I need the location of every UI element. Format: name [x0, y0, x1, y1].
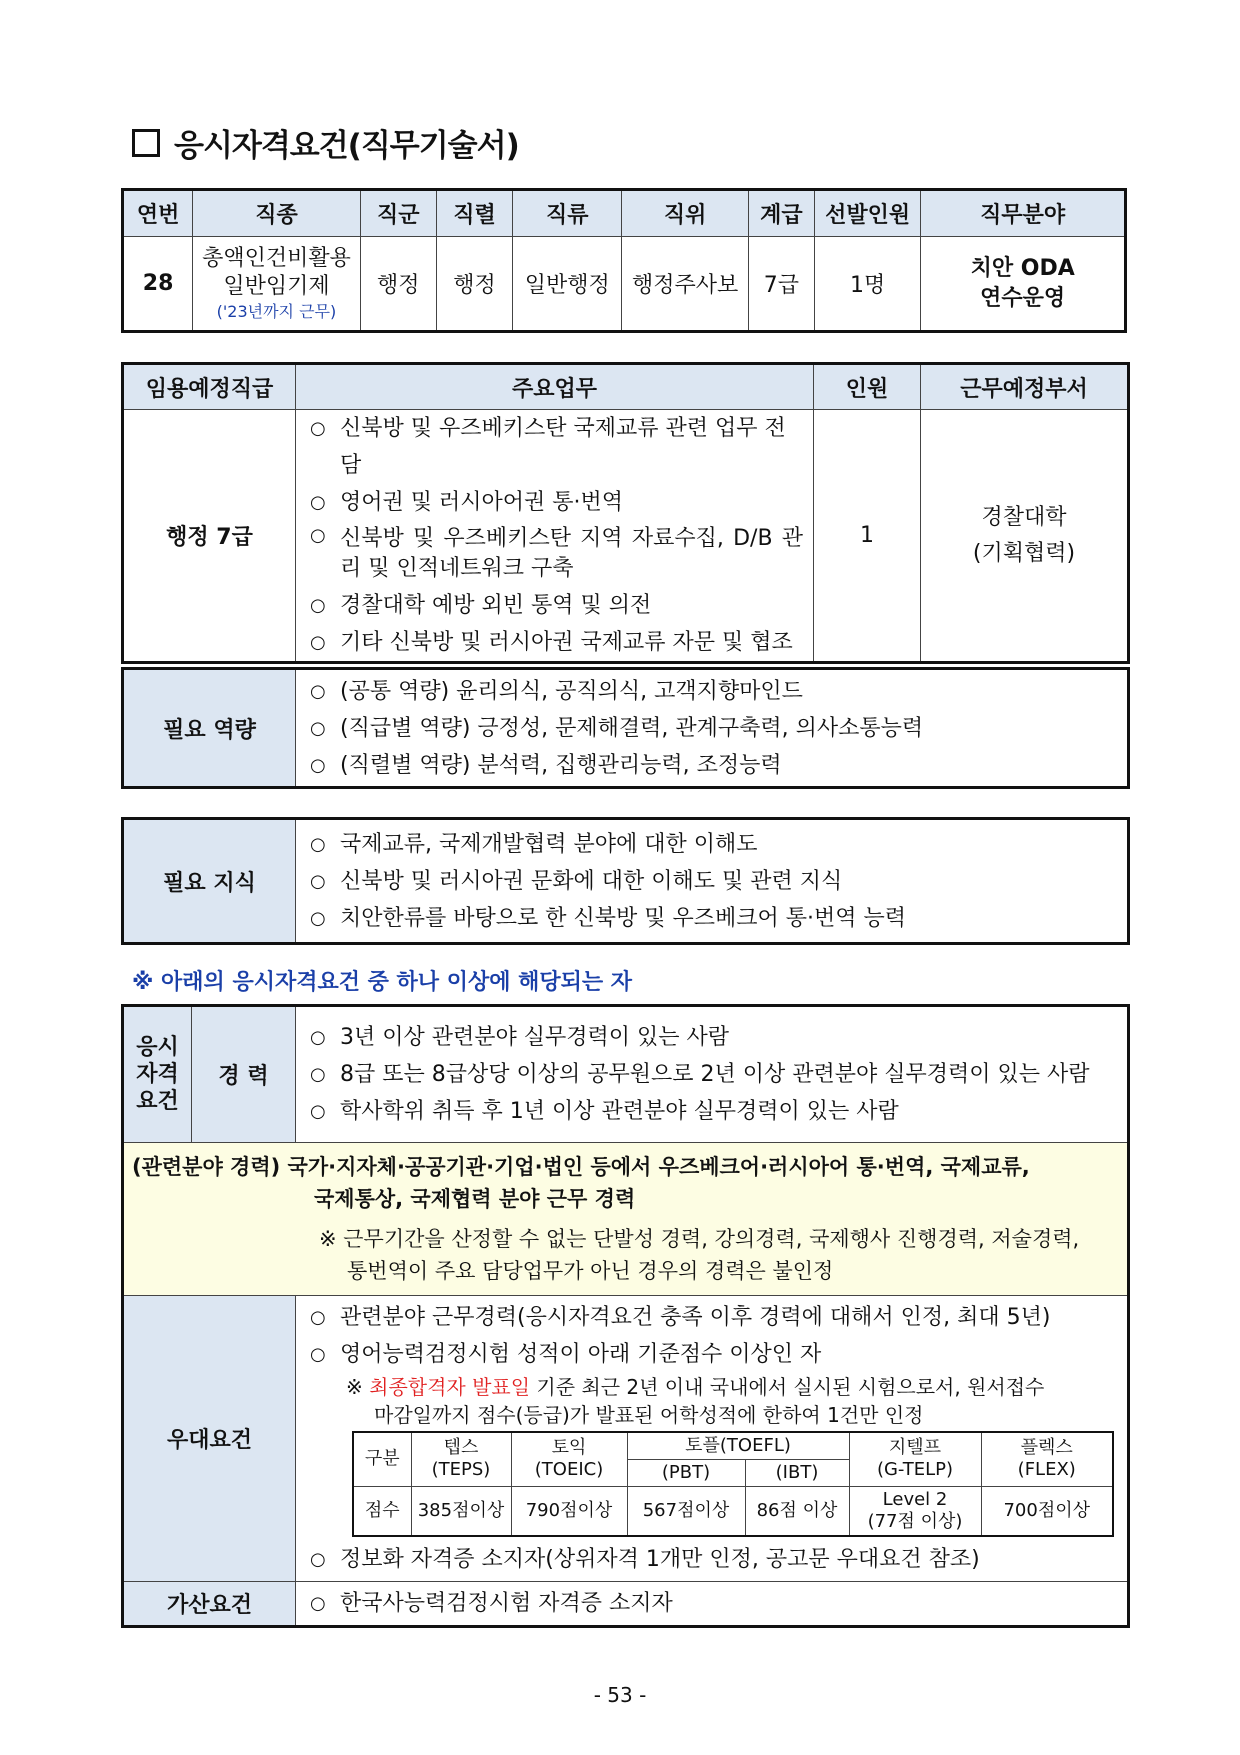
score-pbt: 567점이상	[627, 1486, 745, 1536]
related-career-note2: 통번역이 주요 담당업무가 아닌 경우의 경력은 불인정	[347, 1259, 834, 1283]
cell-field-line1: 치안 ODA	[970, 255, 1075, 281]
score-toeic: 790점이상	[511, 1486, 627, 1536]
preference-item: ○ 정보화 자격증 소지자(상위자격 1개만 인정, 공고문 우대요건 참조)	[310, 1541, 1117, 1578]
header-type: 직종	[193, 190, 361, 237]
language-score-table	[352, 1431, 1114, 1538]
header-appoint-grade: 임용예정직급	[123, 364, 296, 410]
cell-count: 1명	[815, 237, 921, 332]
knowledge-item: ○ 치안한류를 바탕으로 한 신북방 및 우즈베크어 통·번역 능력	[310, 900, 1117, 937]
knowledge-table	[121, 817, 1130, 945]
knowledge-label: 필요 지식	[123, 819, 296, 944]
competency-item: ○ (직렬별 역량) 분석력, 집행관리능력, 조정능력	[310, 747, 1117, 784]
preference-note-rest: 기준 최근 2년 이내 국내에서 실시된 시험으로서, 원서접수	[530, 1374, 1045, 1399]
knowledge-list	[296, 819, 1129, 944]
preference-note-red: 최종합격자 발표일	[369, 1374, 531, 1399]
eligibility-label-line1: 응시	[136, 1035, 179, 1060]
cell-dept-line1: 경찰대학	[981, 504, 1067, 530]
page-title	[132, 120, 519, 165]
header-field: 직무분야	[921, 190, 1126, 237]
header-grade: 계급	[748, 190, 814, 237]
related-career-note-line	[124, 1223, 1127, 1295]
preference-label: 우대요건	[123, 1296, 296, 1582]
score-header-flex	[981, 1432, 1113, 1487]
score-teps: 385점이상	[411, 1486, 511, 1536]
header-group: 직군	[360, 190, 436, 237]
preference-note-line1	[346, 1373, 1127, 1401]
related-career-text1: 국가·지자체·공공기관·기업·법인 등에서 우즈베크어·러시아어 통·번역, 국제교류,	[287, 1155, 1030, 1179]
checkbox-square-icon	[132, 129, 160, 157]
score-header-pbt: (PBT)	[627, 1459, 745, 1486]
preference-item: ○ 관련분야 근무경력(응시자격요건 충족 이후 경력에 대해서 인정, 최대 5년)	[310, 1299, 1117, 1336]
header-dept: 근무예정부서	[921, 364, 1129, 410]
career-item: ○ 8급 또는 8급상당 이상의 공무원으로 2년 이상 관련분야 실무경력이 있는 사람	[310, 1056, 1117, 1093]
score-header-gtelp-ko: 지텔프	[888, 1437, 942, 1459]
related-career-text2: 국제통상, 국제협력 분야 근무 경력	[314, 1187, 636, 1211]
related-career-text2-line	[124, 1183, 1127, 1223]
cell-type-line1: 총액인건비활용	[202, 245, 351, 271]
knowledge-item: ○ 신북방 및 러시아권 문화에 대한 이해도 및 관련 지식	[310, 863, 1117, 900]
cell-no: 28	[123, 237, 193, 332]
bonus-content	[296, 1582, 1129, 1627]
cell-class: 일반행정	[513, 237, 622, 332]
career-list	[296, 1006, 1129, 1143]
eligibility-label-line3: 요건	[136, 1089, 179, 1114]
score-header-teps	[411, 1432, 511, 1487]
preference-item: ○ 영어능력검정시험 성적이 아래 기준점수 이상인 자	[310, 1336, 1117, 1373]
eligibility-note-title: ※ 아래의 응시자격요건 중 하나 이상에 해당되는 자	[132, 970, 633, 995]
cell-duties	[296, 410, 814, 663]
duties-table	[121, 362, 1130, 664]
score-header-gtelp	[849, 1432, 981, 1487]
position-info-table	[121, 188, 1127, 333]
eligibility-label	[123, 1006, 192, 1143]
duty-item: ○ 영어권 및 러시아어권 통·번역	[310, 484, 803, 521]
cell-dept	[921, 410, 1129, 663]
knowledge-item: ○ 국제교류, 국제개발협력 분야에 대한 이해도	[310, 826, 1117, 863]
header-duties: 주요업무	[296, 364, 814, 410]
cell-field-line2: 연수운영	[980, 285, 1066, 311]
eligibility-table	[121, 1004, 1130, 1628]
cell-field	[921, 237, 1126, 332]
competency-item: ○ (직급별 역량) 긍정성, 문제해결력, 관계구축력, 의사소통능력	[310, 710, 1117, 747]
cell-group: 행정	[360, 237, 436, 332]
cell-persons: 1	[814, 410, 921, 663]
related-career-label: (관련분야 경력)	[132, 1155, 281, 1179]
score-header-category: 구분	[353, 1432, 411, 1487]
score-gtelp-line2: (77점 이상)	[867, 1511, 963, 1532]
score-ibt: 86점 이상	[745, 1486, 849, 1536]
duty-item: ○ 경찰대학 예방 외빈 통역 및 의전	[310, 587, 803, 624]
header-count: 선발인원	[815, 190, 921, 237]
career-item: ○ 학사학위 취득 후 1년 이상 관련분야 실무경력이 있는 사람	[310, 1093, 1117, 1130]
competency-label: 필요 역량	[123, 669, 296, 788]
score-header-flex-en: (FLEX)	[1017, 1459, 1076, 1481]
career-item: ○ 3년 이상 관련분야 실무경력이 있는 사람	[310, 1019, 1117, 1056]
duty-item: ○ 신북방 및 우즈베키스탄 국제교류 관련 업무 전담	[310, 410, 803, 484]
score-gtelp	[849, 1486, 981, 1536]
score-header-gtelp-en: (G-TELP)	[876, 1459, 954, 1481]
score-gtelp-line1: Level 2	[882, 1489, 948, 1510]
header-persons: 인원	[814, 364, 921, 410]
bonus-label: 가산요건	[123, 1582, 296, 1627]
score-header-teps-ko: 텝스	[443, 1437, 479, 1459]
page-number: - 53 -	[593, 1683, 647, 1707]
competency-list	[296, 669, 1129, 788]
preference-content	[296, 1296, 1129, 1582]
cell-type	[193, 237, 361, 332]
preference-note	[296, 1373, 1127, 1429]
score-header-flex-ko: 플렉스	[1020, 1437, 1073, 1459]
cell-type-line2: 일반임기제	[223, 273, 330, 299]
cell-position: 행정주사보	[622, 237, 748, 332]
header-series: 직렬	[436, 190, 512, 237]
cell-dept-line2: (기획협력)	[972, 540, 1076, 566]
related-career-cell	[123, 1143, 1129, 1296]
score-header-toeic-en: (TOEIC)	[534, 1459, 604, 1481]
competency-item: ○ (공통 역량) 윤리의식, 공직의식, 고객지향마인드	[310, 673, 1117, 710]
bonus-item: ○ 한국사능력검정시험 자격증 소지자	[310, 1585, 1117, 1622]
career-label: 경 력	[192, 1006, 296, 1143]
duty-item: ○ 기타 신북방 및 러시아권 국제교류 자문 및 협조	[310, 624, 803, 661]
score-row-label: 점수	[353, 1486, 411, 1536]
score-header-toeic-ko: 토익	[551, 1437, 587, 1459]
cell-grade: 7급	[748, 237, 814, 332]
preference-note-prefix: ※	[346, 1374, 370, 1399]
related-career-line	[124, 1143, 1127, 1183]
duty-item: ○ 신북방 및 우즈베키스탄 지역 자료수집, D/B 관리 및 인적네트워크 구축	[310, 521, 803, 587]
score-header-teps-en: (TEPS)	[431, 1459, 491, 1481]
page-title-text: 응시자격요건(직무기술서)	[174, 128, 519, 164]
cell-type-note: ('23년까지 근무)	[216, 301, 337, 321]
header-class: 직류	[513, 190, 622, 237]
preference-note-line2: 마감일까지 점수(등급)가 발표된 어학성적에 한하여 1건만 인정	[374, 1402, 924, 1427]
header-position: 직위	[622, 190, 748, 237]
score-flex: 700점이상	[981, 1486, 1113, 1536]
competency-table	[121, 667, 1130, 789]
score-header-toeic	[511, 1432, 627, 1487]
cell-series: 행정	[436, 237, 512, 332]
header-no: 연번	[123, 190, 193, 237]
eligibility-label-line2: 자격	[136, 1062, 179, 1087]
related-career-note1: ※ 근무기간을 산정할 수 없는 단발성 경력, 강의경력, 국제행사 진행경력, 저술경력,	[319, 1227, 1080, 1251]
score-header-ibt: (IBT)	[745, 1459, 849, 1486]
score-header-toefl: 토플(TOEFL)	[627, 1432, 849, 1460]
cell-appoint-grade: 행정 7급	[123, 410, 296, 663]
